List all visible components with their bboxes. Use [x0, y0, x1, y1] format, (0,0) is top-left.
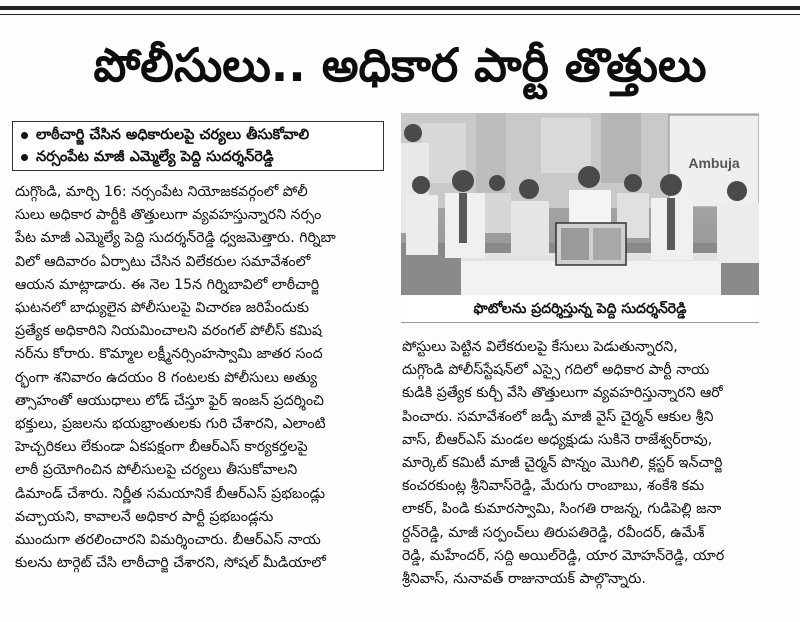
article-line: పించారు. సమావేశంలో జడ్పీ మాజీ వైస్ చైర్మన్ ఆకుల శ్రీని [402, 408, 714, 425]
article-line: ప్రత్యేక అధికారిని నియమించాలని వరంగల్ పోలీస్ కమిష [15, 323, 322, 340]
article-line: విలో ఆదివారం ఏర్పాటు చేసిన విలేకరుల సమావేశంలో [15, 253, 311, 270]
article-line: లాఠీ ప్రయోగించిన పోలీసులపై చర్యలు తీసుకోవాలని [15, 462, 298, 479]
article-line: ఆయన మాట్లాడారు. ఈ నెల 15న గిర్నిబావిలో లాఠీచార్జి [15, 276, 320, 293]
press-meet-photo-illustration [401, 113, 759, 295]
article-line: సులు అధికార పార్టీకి తొత్తులుగా వ్యవహస్తున్నారని నర్సం [15, 207, 322, 224]
article-line: హెచ్చరికలు లేకుండా ఏకపక్షంగా బీఆర్ఎస్ కార్యకర్తలపై [15, 439, 308, 456]
headline: పోలీసులు.. అధికార పార్టీ తొత్తులు [93, 38, 707, 92]
article-line: డిమాండ్ చేశారు. నిర్ణీత సమయానికే బీఆర్ఎస్ ప్రభబండ్లు [15, 485, 326, 502]
top-rule-thin [0, 14, 800, 15]
article-line: త్సాహంతో ఆయుధాలు లోడ్ చేస్తూ ఫైర్ ఇంజన్ ప్రదర్శించి [15, 392, 324, 409]
article-line: దుగ్గొండి పోలీస్‌స్టేషన్‌లో ఎస్సై గదిలో అధికార పార్టీ నాయ [402, 362, 710, 379]
article-line: శ్రీనివాస్, నునావత్ రాజునాయక్ పాల్గొన్నారు. [402, 571, 646, 588]
bullet-icon [21, 154, 28, 161]
article-line: ఘటనలో బాధ్యులైన పోలీసులపై విచారణ జరిపేందుకు [15, 300, 310, 317]
article-line: ర్దన్‌రెడ్డి, మాజీ సర్పంచ్‌లు తిరుపతిరెడ్డి, రవీందర్, ఉమేశ్ [402, 524, 705, 541]
article-line: రెడ్డి, మహేందర్, సద్ది అయిల్‌రెడ్డి, యార మోహన్‌రెడ్డి, యార [402, 547, 725, 564]
article-line: ర్భంగా శనివారం ఉదయం 8 గంటలకు పోలీసులు అత్యు [15, 369, 318, 386]
article-line: కులను టార్గెట్ చేసి లాఠీచార్జి చేశారని, సోషల్ మీడియాలో [15, 555, 326, 572]
subheads-box [12, 121, 384, 171]
article-line: వాస్, బీఆర్ఎస్ మండల అధ్యక్షుడు సుకినె రాజేశ్వర్‌రావు, [402, 431, 713, 448]
article-line: వచ్చాయని, కావాలనే అధికార పార్టీ ప్రభబండ్లను [15, 508, 274, 525]
article-body-right-column [402, 336, 788, 591]
top-rule-thick [0, 6, 800, 10]
article-line: నర్‌ను కోరారు. కొమ్మాల లక్ష్మీనర్సింహస్వామి జాతర సంద [15, 346, 323, 363]
photo-caption: ఫొటోలను ప్రదర్శిస్తున్న పెద్ది సుదర్శన్‌రెడ్డి [401, 296, 759, 323]
article-body-left-column [15, 181, 390, 575]
article-line: పేట మాజీ ఎమ్మెల్యే పెద్ది సుదర్శన్‌రెడ్డి ధ్వజమెత్తారు. గిర్నిబా [15, 230, 336, 247]
subhead-1: లాఠీచార్జి చేసిన అధికారులపై చర్యలు తీసుకోవాలి [21, 124, 375, 146]
article-line: ముందుగా తరలించారని విమర్శించారు. బీఆర్ఎస్ నాయ [15, 532, 321, 549]
news-photo [401, 113, 759, 295]
article-line: లాకర్, పిండి కుమారస్వామి, సింగతి రాజన్న, గుడిపెల్లి జనా [402, 501, 722, 518]
article-line: మార్కెట్ కమిటీ మాజీ చైర్మన్ పొన్నం మొగిలి, క్లస్టర్ ఇన్‌చార్జి [402, 455, 723, 472]
bullet-icon [21, 132, 28, 139]
article-line: దుగ్గొండి, మార్చి 16: నర్సంపేట నియోజకవర్గంలో పోలీ [15, 184, 308, 200]
sign-text: Ambuja [688, 155, 740, 171]
article-line: భక్తులు, ప్రజలను భయభ్రాంతులకు గురి చేశారని, ఎలాంటి [15, 416, 326, 433]
article-line: కంచరకుంట్ల శ్రీనివాస్‌రెడ్డి, మేరుగు రాంబాబు, శంకేశి కమ [402, 478, 705, 495]
article-line: పోస్టులు పెట్టిన విలేకరులపై కేసులు పెడుతున్నారని, [402, 339, 678, 355]
article-line: కుడికి ప్రత్యేక కుర్చీ వేసి తొత్తులుగా వ్యవహరిస్తున్నారని ఆరో [402, 385, 723, 402]
subhead-2: నర్సంపేట మాజీ ఎమ్మెల్యే పెద్ది సుదర్శన్‌రెడ్డి [21, 146, 375, 168]
